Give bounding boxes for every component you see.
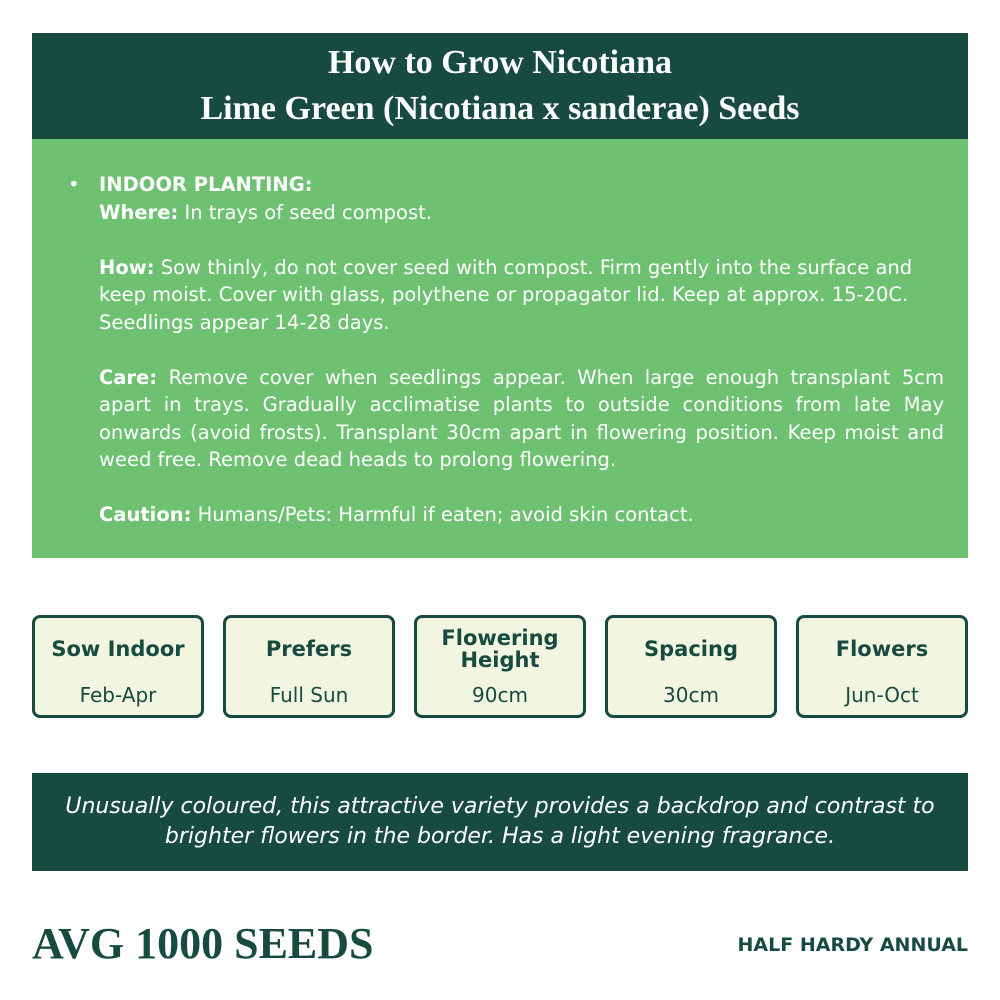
how-label: How:	[99, 255, 155, 279]
seed-count: AVG 1000 SEEDS	[32, 919, 374, 968]
care-label: Care:	[99, 365, 158, 389]
where-text: In trays of seed compost.	[184, 200, 432, 224]
prefers-card	[223, 615, 395, 718]
title-banner	[32, 33, 968, 139]
where-label: Where:	[99, 200, 179, 224]
bullet-icon: •	[68, 173, 80, 196]
flowering-height-card	[414, 615, 586, 718]
caution-paragraph	[99, 501, 944, 529]
care-text: Remove cover when seedlings appear. When large enough transplant 5cm apart in trays. Gradually acclimatise plants to outside conditions from late May onwards (avoid frosts). Transplant 30cm apart in flowering position. Keep moist and weed free. Remove dead heads to prolong flowering.	[99, 365, 944, 471]
card-value: 90cm	[472, 683, 528, 707]
card-title: Spacing	[644, 637, 738, 661]
variety-description-banner	[32, 773, 968, 871]
card-title: Flowers	[835, 637, 929, 661]
card-value: 30cm	[663, 683, 719, 707]
flowers-card	[796, 615, 968, 718]
card-title: Prefers	[265, 637, 353, 661]
indoor-planting-content	[99, 171, 944, 529]
card-title: Sow Indoor	[51, 637, 185, 661]
card-value: Full Sun	[269, 683, 349, 707]
card-title: Flowering Height	[441, 626, 559, 672]
title-line-2: Lime Green (Nicotiana x sanderae) Seeds	[200, 90, 800, 127]
card-value: Feb-Apr	[79, 683, 157, 707]
growing-facts-cards	[32, 615, 968, 718]
sow-indoor-card	[32, 615, 204, 718]
how-text: Sow thinly, do not cover seed with compost. Firm gently into the surface and keep moist. Cover with glass, polythene or propagator lid. Keep at approx. 15-20C. Seedlings appear 14-28 days.	[99, 255, 913, 334]
title-line-1: How to Grow Nicotiana	[327, 44, 673, 81]
how-paragraph	[99, 254, 944, 337]
planting-instructions-panel	[32, 139, 968, 558]
spacing-card	[605, 615, 777, 718]
card-value: Jun-Oct	[845, 683, 919, 707]
indoor-planting-bullet	[68, 171, 944, 529]
caution-text: Humans/Pets: Harmful if eaten; avoid skin contact.	[197, 503, 694, 526]
indoor-planting-heading: INDOOR PLANTING:	[99, 173, 313, 196]
care-paragraph	[99, 364, 944, 474]
caution-label: Caution:	[99, 503, 192, 526]
where-paragraph	[99, 199, 944, 227]
variety-description-text: Unusually coloured, this attractive variety provides a backdrop and contrast to brighter flowers in the border. Has a light evening fragrance.	[65, 794, 935, 849]
plant-type: HALF HARDY ANNUAL	[737, 934, 968, 956]
